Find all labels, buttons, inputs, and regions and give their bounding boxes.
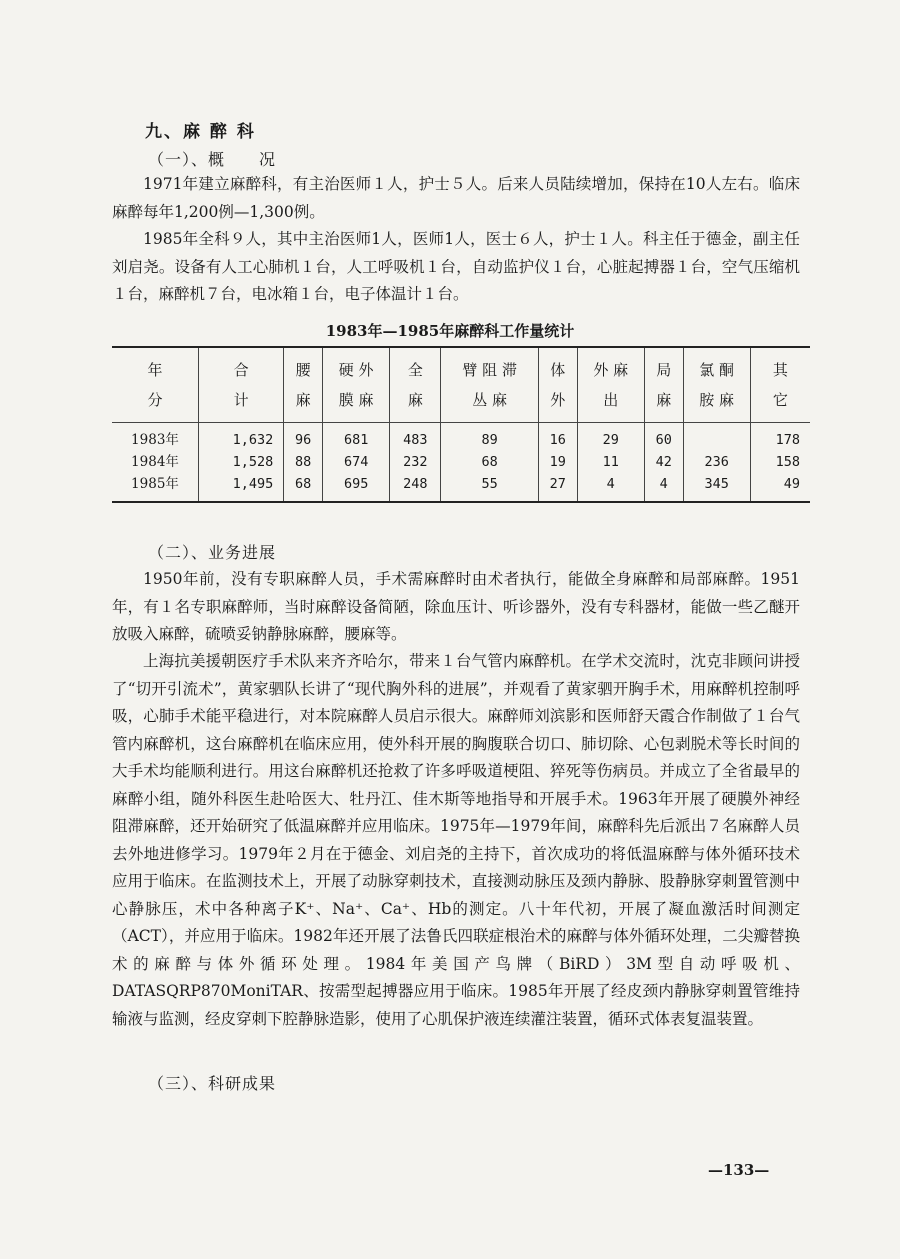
table-header-row (112, 347, 810, 423)
header-general (390, 347, 441, 423)
paragraph-3: 1950年前，没有专职麻醉人员，手术需麻醉时由术者执行，能做全身麻醉和局部麻醉。1951年，有１名专职麻醉师，当时麻醉设备简陋，除血压计、听诊器外，没有专科器材，能做一些乙醚开放吸入麻醉，硫喷妥钠静脉麻醉，腰麻等。 (112, 570, 800, 643)
paragraph-4: 上海抗美援朝医疗手术队来齐齐哈尔，带来１台气管内麻醉机。在学术交流时，沈克非顾问讲授了“切开引流术”，黄家驷队长讲了“现代胸外科的进展”，并观看了黄家驷开胸手术，用麻醉机控制呼吸，心肺手术能平稳进行，对本院麻醉人员启示很大。麻醉师刘滨影和医师舒天霞合作制做了１台气管内麻醉机，这台麻醉机在临床应用，使外科开展的胸腹联合切口、肺切除、心包剥脱术等长时间的大手术均能顺利进行。用这台麻醉机还抢救了许多呼吸道梗阻、猝死等伤病员。并成立了全省最早的麻醉小组，随外科医生赴哈医大、牡丹江、佳木斯等地指导和开展手术。1963年开展了硬膜外神经阻滞麻醉，还开始研究了低温麻醉并应用临床。1975年—1979年间，麻醉科先后派出７名麻醉人员去外地进修学习。1979年２月在于德金、刘启尧的主持下，首次成功的将低温麻醉与体外循环技术应用于临床。在监测技术上，开展了动脉穿刺技术，直接测动脉压及颈内静脉、股静脉穿刺置管测中心静脉压，术中各种离子K⁺、Na⁺、Ca⁺、Hb的测定。八十年代初，开展了凝血激活时间测定（ACT），并应用于临床。1982年还开展了法鲁氏四联症根治术的麻醉与体外循环处理，二尖瓣替换术的麻醉与体外循环处理。1984年美国产鸟牌（BiRD）3M型自动呼吸机、DATASQRP870MoniTAR、按需型起搏器应用于临床。1985年开展了经皮颈内静脉穿刺置管维持输液与监测，经皮穿刺下腔静脉造影，使用了心肌保护液连续灌注装置，循环式体表复温装置。 (112, 652, 800, 1028)
cell: 4 (577, 473, 644, 502)
header-line: 膜 麻 (338, 391, 374, 409)
header-line: 年 (147, 361, 163, 379)
cell: 55 (441, 473, 538, 502)
cell: 236 (683, 451, 750, 473)
header-line: 全 (407, 361, 423, 379)
header-line: 硬 外 (338, 361, 374, 379)
cell: 29 (577, 423, 644, 452)
header-line: 出 (603, 391, 619, 409)
cell: 16 (538, 423, 577, 452)
section-title: 九、麻 醉 科 (145, 122, 256, 142)
table-row (112, 423, 810, 452)
cell: 695 (323, 473, 390, 502)
cell: 158 (750, 451, 810, 473)
subheading-research: （三）、科研成果 (148, 1074, 277, 1093)
cell: 42 (644, 451, 683, 473)
header-extracorporeal (538, 347, 577, 423)
header-line: 体 (550, 361, 566, 379)
header-line: 计 (233, 391, 249, 409)
cell: 248 (390, 473, 441, 502)
header-line: 麻 (295, 391, 311, 409)
header-total (198, 347, 283, 423)
paragraph-1: 1971年建立麻醉科，有主治医师１人，护士５人。后来人员陆续增加，保持在10人左右。临床麻醉每年1,200例—1,300例。 (112, 175, 800, 221)
header-line: 臂 阻 滞 (462, 361, 517, 379)
cell: 345 (683, 473, 750, 502)
cell: 11 (577, 451, 644, 473)
header-line: 丛 麻 (472, 391, 508, 409)
page-number: —133— (708, 1161, 770, 1179)
header-outside (577, 347, 644, 423)
cell: 49 (750, 473, 810, 502)
header-line: 外 (550, 391, 566, 409)
paragraph-2: 1985年全科９人，其中主治医师1人，医师1人，医士６人，护士１人。科主任于德金，副主任刘启尧。设备有人工心肺机１台，人工呼吸机１台，自动监护仪１台，心脏起搏器１台，空气压缩机１台，麻醉机７台，电冰箱１台，电子体温计１台。 (112, 230, 800, 303)
cell-year: 1984年 (131, 454, 179, 470)
header-other (750, 347, 810, 423)
header-line: 分 (147, 391, 163, 409)
cell: 483 (390, 423, 441, 452)
header-local (644, 347, 683, 423)
header-line: 外 麻 (593, 361, 629, 379)
cell: 60 (644, 423, 683, 452)
cell-total: 1,632 (198, 423, 283, 452)
cell: 4 (644, 473, 683, 502)
cell-year: 1983年 (131, 432, 179, 448)
cell: 681 (323, 423, 390, 452)
cell: 232 (390, 451, 441, 473)
subheading-overview: （一）、概 况 (148, 150, 277, 169)
table-row (112, 451, 810, 473)
header-line: 胺 麻 (699, 391, 735, 409)
cell-total: 1,495 (198, 473, 283, 502)
header-line: 合 (233, 361, 249, 379)
cell: 674 (323, 451, 390, 473)
cell: 96 (284, 423, 323, 452)
header-brachial (441, 347, 538, 423)
table-row (112, 473, 810, 502)
cell: 27 (538, 473, 577, 502)
cell-year: 1985年 (131, 476, 179, 492)
header-line: 它 (772, 391, 788, 409)
header-line: 麻 (656, 391, 672, 409)
header-epidural (323, 347, 390, 423)
cell: 89 (441, 423, 538, 452)
header-spinal (284, 347, 323, 423)
cell: 19 (538, 451, 577, 473)
header-line: 腰 (295, 361, 311, 379)
header-line: 麻 (407, 391, 423, 409)
subheading-progress: （二）、业务进展 (148, 543, 277, 562)
cell: 68 (284, 473, 323, 502)
header-line: 其 (772, 361, 788, 379)
cell: 68 (441, 451, 538, 473)
header-year (112, 347, 198, 423)
workload-table (112, 346, 810, 503)
header-line: 氯 酮 (699, 361, 735, 379)
cell: 88 (284, 451, 323, 473)
header-ketamine (683, 347, 750, 423)
header-line: 局 (656, 361, 672, 379)
cell: 178 (750, 423, 810, 452)
cell-total: 1,528 (198, 451, 283, 473)
table-title: 1983年—1985年麻醉科工作量统计 (325, 322, 575, 340)
cell (683, 423, 750, 452)
